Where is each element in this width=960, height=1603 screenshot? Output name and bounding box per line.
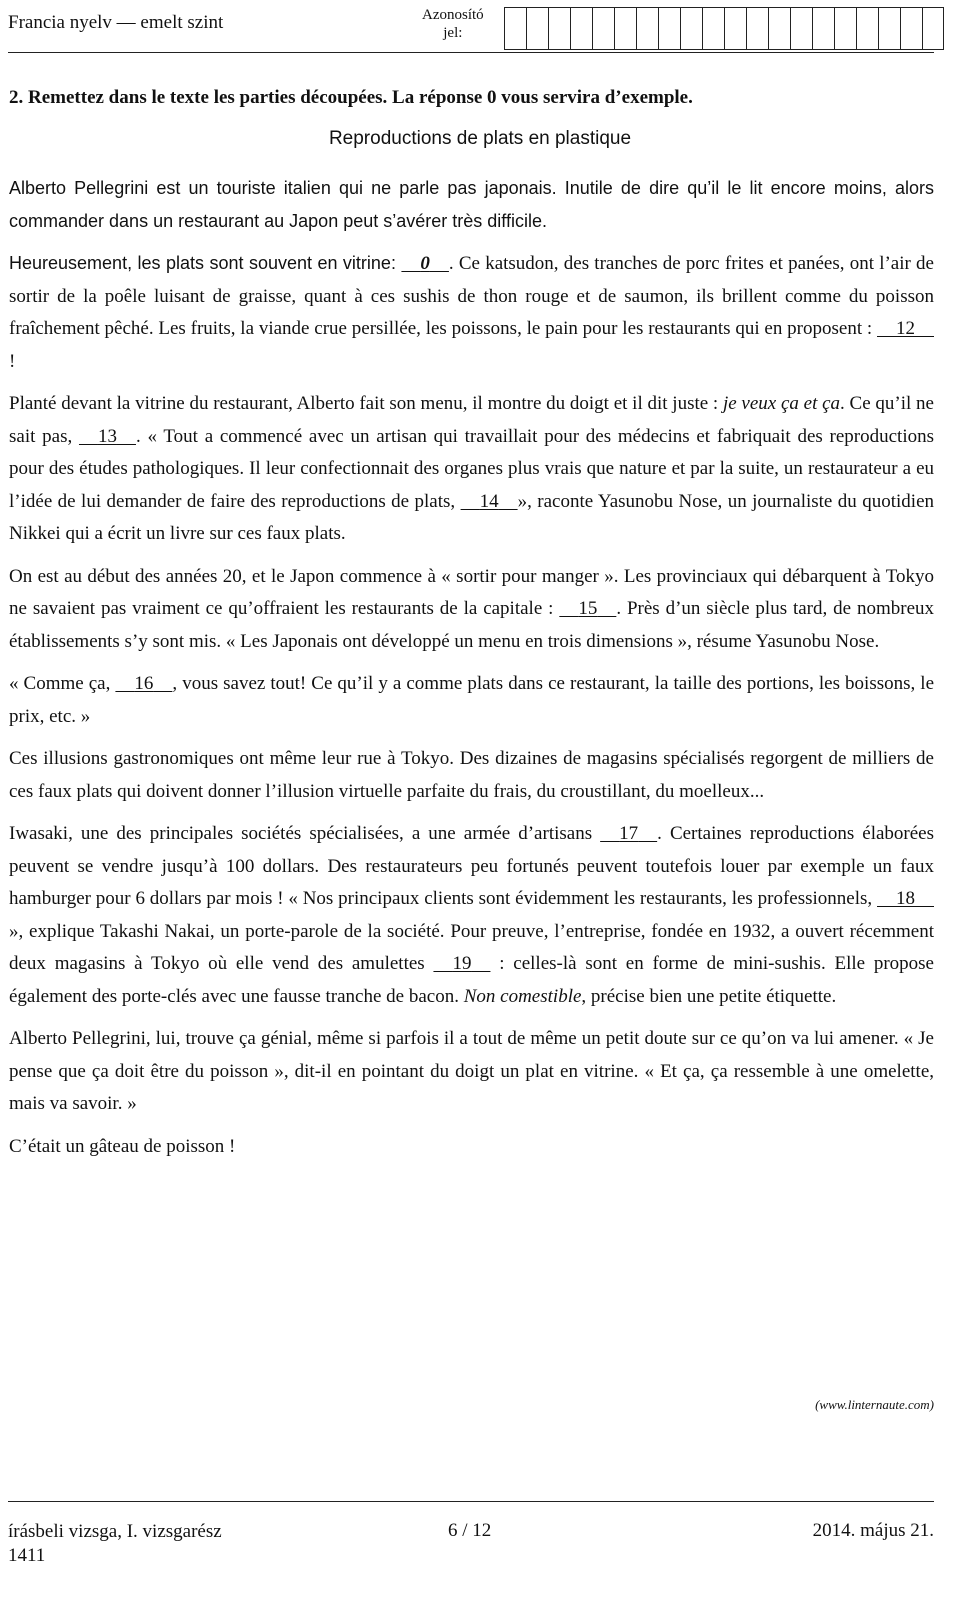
id-boxes xyxy=(504,7,944,50)
page-header xyxy=(8,2,934,50)
paragraph-2 xyxy=(9,247,934,378)
p7-d: : celles-là sont en forme de mini-sushis. Elle propose également des porte-clés avec une fausse tranche de bacon. xyxy=(9,953,934,1007)
gap-19[interactable] xyxy=(433,948,490,981)
gap-18-label: 18 xyxy=(896,888,915,909)
id-box[interactable] xyxy=(548,7,570,50)
id-box[interactable] xyxy=(768,7,790,50)
azonosito-line2: jel: xyxy=(443,25,463,41)
id-box[interactable] xyxy=(526,7,548,50)
p2-intro: Heureusement, les plats sont souvent en vitrine: xyxy=(9,253,402,273)
gap-15-label: 15 xyxy=(578,598,598,619)
paragraph-5 xyxy=(9,668,934,733)
azonosito-label xyxy=(422,6,484,42)
gap-12[interactable] xyxy=(877,313,934,346)
header-divider xyxy=(8,52,934,53)
id-box[interactable] xyxy=(680,7,702,50)
id-box[interactable] xyxy=(812,7,834,50)
gap-13[interactable] xyxy=(79,421,136,454)
exam-date: 2014. május 21. xyxy=(812,1520,934,1541)
id-box[interactable] xyxy=(878,7,900,50)
p7-italic: Non comestible xyxy=(463,985,582,1007)
task-instruction: 2. Remettez dans le texte les parties découpées. La réponse 0 vous servira d’exemple. xyxy=(9,87,693,108)
id-box[interactable] xyxy=(922,7,944,50)
p7-a: Iwasaki, une des principales sociétés spécialisées, a une armée d’artisans xyxy=(9,823,601,844)
gap-0-label: 0 xyxy=(420,253,430,274)
source-citation: (www.linternaute.com) xyxy=(815,1397,934,1412)
id-box[interactable] xyxy=(658,7,680,50)
id-box[interactable] xyxy=(724,7,746,50)
gap-17-label: 17 xyxy=(619,823,639,844)
gap-14-label: 14 xyxy=(479,490,499,512)
p3-a: Planté devant la vitrine du restaurant, Alberto fait son menu, il montre du doigt et il dit juste : xyxy=(9,393,723,414)
paragraph-3 xyxy=(9,388,934,551)
id-box[interactable] xyxy=(746,7,768,50)
footer-divider xyxy=(8,1501,934,1502)
p7-e: , précise bien une petite étiquette. xyxy=(581,985,837,1007)
gap-15[interactable] xyxy=(559,593,616,626)
p3-b: . Ce qu’il ne sait pas, xyxy=(9,393,934,447)
footer-exam xyxy=(8,1520,222,1568)
paragraph-6: Ces illusions gastronomiques ont même leur rue à Tokyo. Des dizaines de magasins spécialisés regorgent de milliers de ces faux plats qui doivent donner l’illusion virtuelle parfaite du frais, du croustillant, du moelleux... xyxy=(9,748,934,802)
gap-0 xyxy=(401,248,449,281)
gap-12-label: 12 xyxy=(896,318,915,339)
p7-c: », explique Takashi Nakai, un porte-parole de la société. Pour preuve, l’entreprise, fondée en 1932, a ouvert récemment deux magasins à Tokyo où elle vend des amulettes xyxy=(9,920,934,974)
article-body xyxy=(9,172,934,1173)
id-box[interactable] xyxy=(636,7,658,50)
p3-c: . « Tout a commencé avec un artisan qui travaillait pour des médecins et fabriquait des reproductions pour des études pathologiques. Il leur confectionnait des organes plus vrais que nature et par la suite, un restaurateur a eu l’idée de lui demander de faire des reproductions de plats, xyxy=(9,425,934,512)
id-box[interactable] xyxy=(614,7,636,50)
gap-16-label: 16 xyxy=(134,673,154,694)
id-box[interactable] xyxy=(592,7,614,50)
id-box[interactable] xyxy=(900,7,922,50)
gap-17[interactable] xyxy=(600,818,657,851)
p3-d: », raconte Yasunobu Nose, un journaliste du quotidien Nikkei qui a écrit un livre sur ces faux plats. xyxy=(9,490,934,544)
azonosito-line1: Azonosító xyxy=(422,7,484,23)
id-box[interactable] xyxy=(856,7,878,50)
paragraph-8: Alberto Pellegrini, lui, trouve ça génial, même si parfois il a tout de même un petit doute sur ce qu’on va lui amener. « Je pense que ça doit être du poisson », dit-il en pointant du doigt un plat en vitrine. « Et ça, ça ressemble à une omelette, mais va savoir. » xyxy=(9,1028,934,1114)
gap-16[interactable] xyxy=(115,668,172,701)
id-box[interactable] xyxy=(504,7,526,50)
p2-end: ! xyxy=(9,350,16,372)
footer-exam-label: írásbeli vizsga, I. vizsgarész xyxy=(8,1521,222,1542)
p2-body: . Ce katsudon, des tranches de porc frites et panées, ont l’air de sortir de la poêle luisant de graisse, quant à ces sushis de thon rouge et de saumon, ils brillent comme du poisson fraîchement pêché. Les fruits, la viande crue persillée, les poissons, le pain pour les restaurants qui en proposent : xyxy=(9,253,934,339)
id-box[interactable] xyxy=(570,7,592,50)
id-box[interactable] xyxy=(790,7,812,50)
p4-b: . Près d’un siècle plus tard, de nombreux établissements s’y sont mis. « Les Japonais ont développé un menu en trois dimensions », résume Yasunobu Nose. xyxy=(9,598,935,652)
gap-13-label: 13 xyxy=(97,425,117,447)
paragraph-4 xyxy=(9,561,934,659)
gap-14[interactable] xyxy=(461,486,518,519)
page-number: 6 / 12 xyxy=(448,1520,492,1541)
p3-italic: je veux ça et ça xyxy=(722,393,841,414)
gap-19-label: 19 xyxy=(452,953,472,974)
p7-b: . Certaines reproductions élaborées peuvent se vendre jusqu’à 100 dollars. Des restaurateurs peu fortunés peuvent toutefois louer par exemple un faux hamburger pour 6 dollars par mois ! « Nos principaux clients sont évidemment les restaurants, les professionnels, xyxy=(9,823,934,909)
p5-b: , vous savez tout! Ce qu’il y a comme plats dans ce restaurant, la taille des portions, les boissons, le prix, etc. » xyxy=(9,673,935,727)
p4-a: On est au début des années 20, et le Japon commence à « sortir pour manger ». Les provinciaux qui débarquent à Tokyo ne savaient pas vraiment ce qu’offraient les restaurants de la capitale : xyxy=(9,565,934,619)
header-title: Francia nyelv — emelt szint xyxy=(8,12,224,33)
p5-a: « Comme ça, xyxy=(9,673,116,694)
text-title: Reproductions de plats en plastique xyxy=(328,128,632,149)
id-box[interactable] xyxy=(834,7,856,50)
id-box[interactable] xyxy=(702,7,724,50)
paragraph-9: C’était un gâteau de poisson ! xyxy=(9,1135,236,1157)
footer-exam-code: 1411 xyxy=(8,1545,46,1566)
paragraph-7 xyxy=(9,818,934,1013)
paragraph-1: Alberto Pellegrini est un touriste italien qui ne parle pas japonais. Inutile de dire qu’il le lit encore moins, alors commander dans un restaurant au Japon peut s’avérer très difficile. xyxy=(9,178,934,231)
gap-18[interactable] xyxy=(877,883,934,916)
